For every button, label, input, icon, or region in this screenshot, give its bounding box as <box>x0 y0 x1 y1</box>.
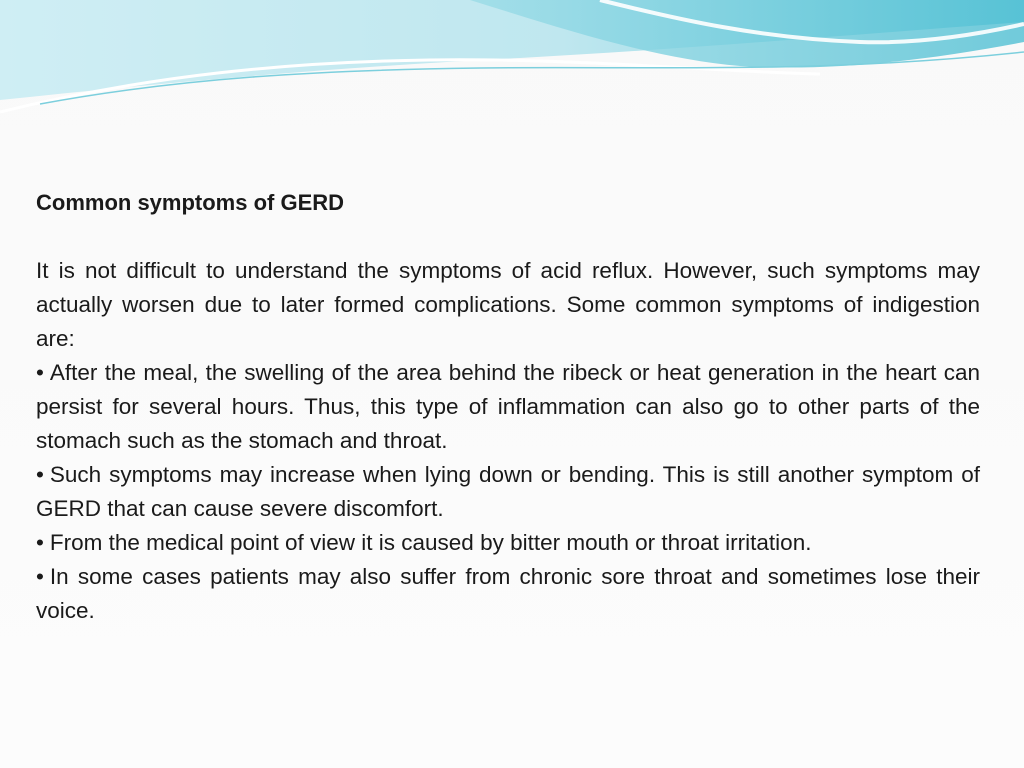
list-item-text: Such symptoms may increase when lying down or bending. This is still another symptom of GERD that can cause severe discomfort. <box>36 462 980 521</box>
slide-content <box>36 186 980 628</box>
decorative-wave-header <box>0 0 1024 130</box>
bullet-icon: • <box>36 360 44 385</box>
bullet-icon: • <box>36 462 44 487</box>
symptom-list <box>36 356 980 628</box>
list-item-text: From the medical point of view it is caused by bitter mouth or throat irritation. <box>49 530 812 555</box>
list-item-text: In some cases patients may also suffer from chronic sore throat and sometimes lose their voice. <box>36 564 980 623</box>
list-item <box>36 526 980 560</box>
slide-heading: Common symptoms of GERD <box>36 190 345 215</box>
list-item <box>36 560 980 628</box>
list-item <box>36 458 980 526</box>
list-item <box>36 356 980 458</box>
list-item-text: After the meal, the swelling of the area behind the ribeck or heat generation in the heart can persist for several hours. Thus, this type of inflammation can also go to other parts of the stomach such as the stomach and throat. <box>36 360 980 453</box>
bullet-icon: • <box>36 564 44 589</box>
intro-paragraph: It is not difficult to understand the symptoms of acid reflux. However, such symptoms may actually worsen due to later formed complications. Some common symptoms of indigestion are: <box>36 258 980 351</box>
bullet-icon: • <box>36 530 44 555</box>
